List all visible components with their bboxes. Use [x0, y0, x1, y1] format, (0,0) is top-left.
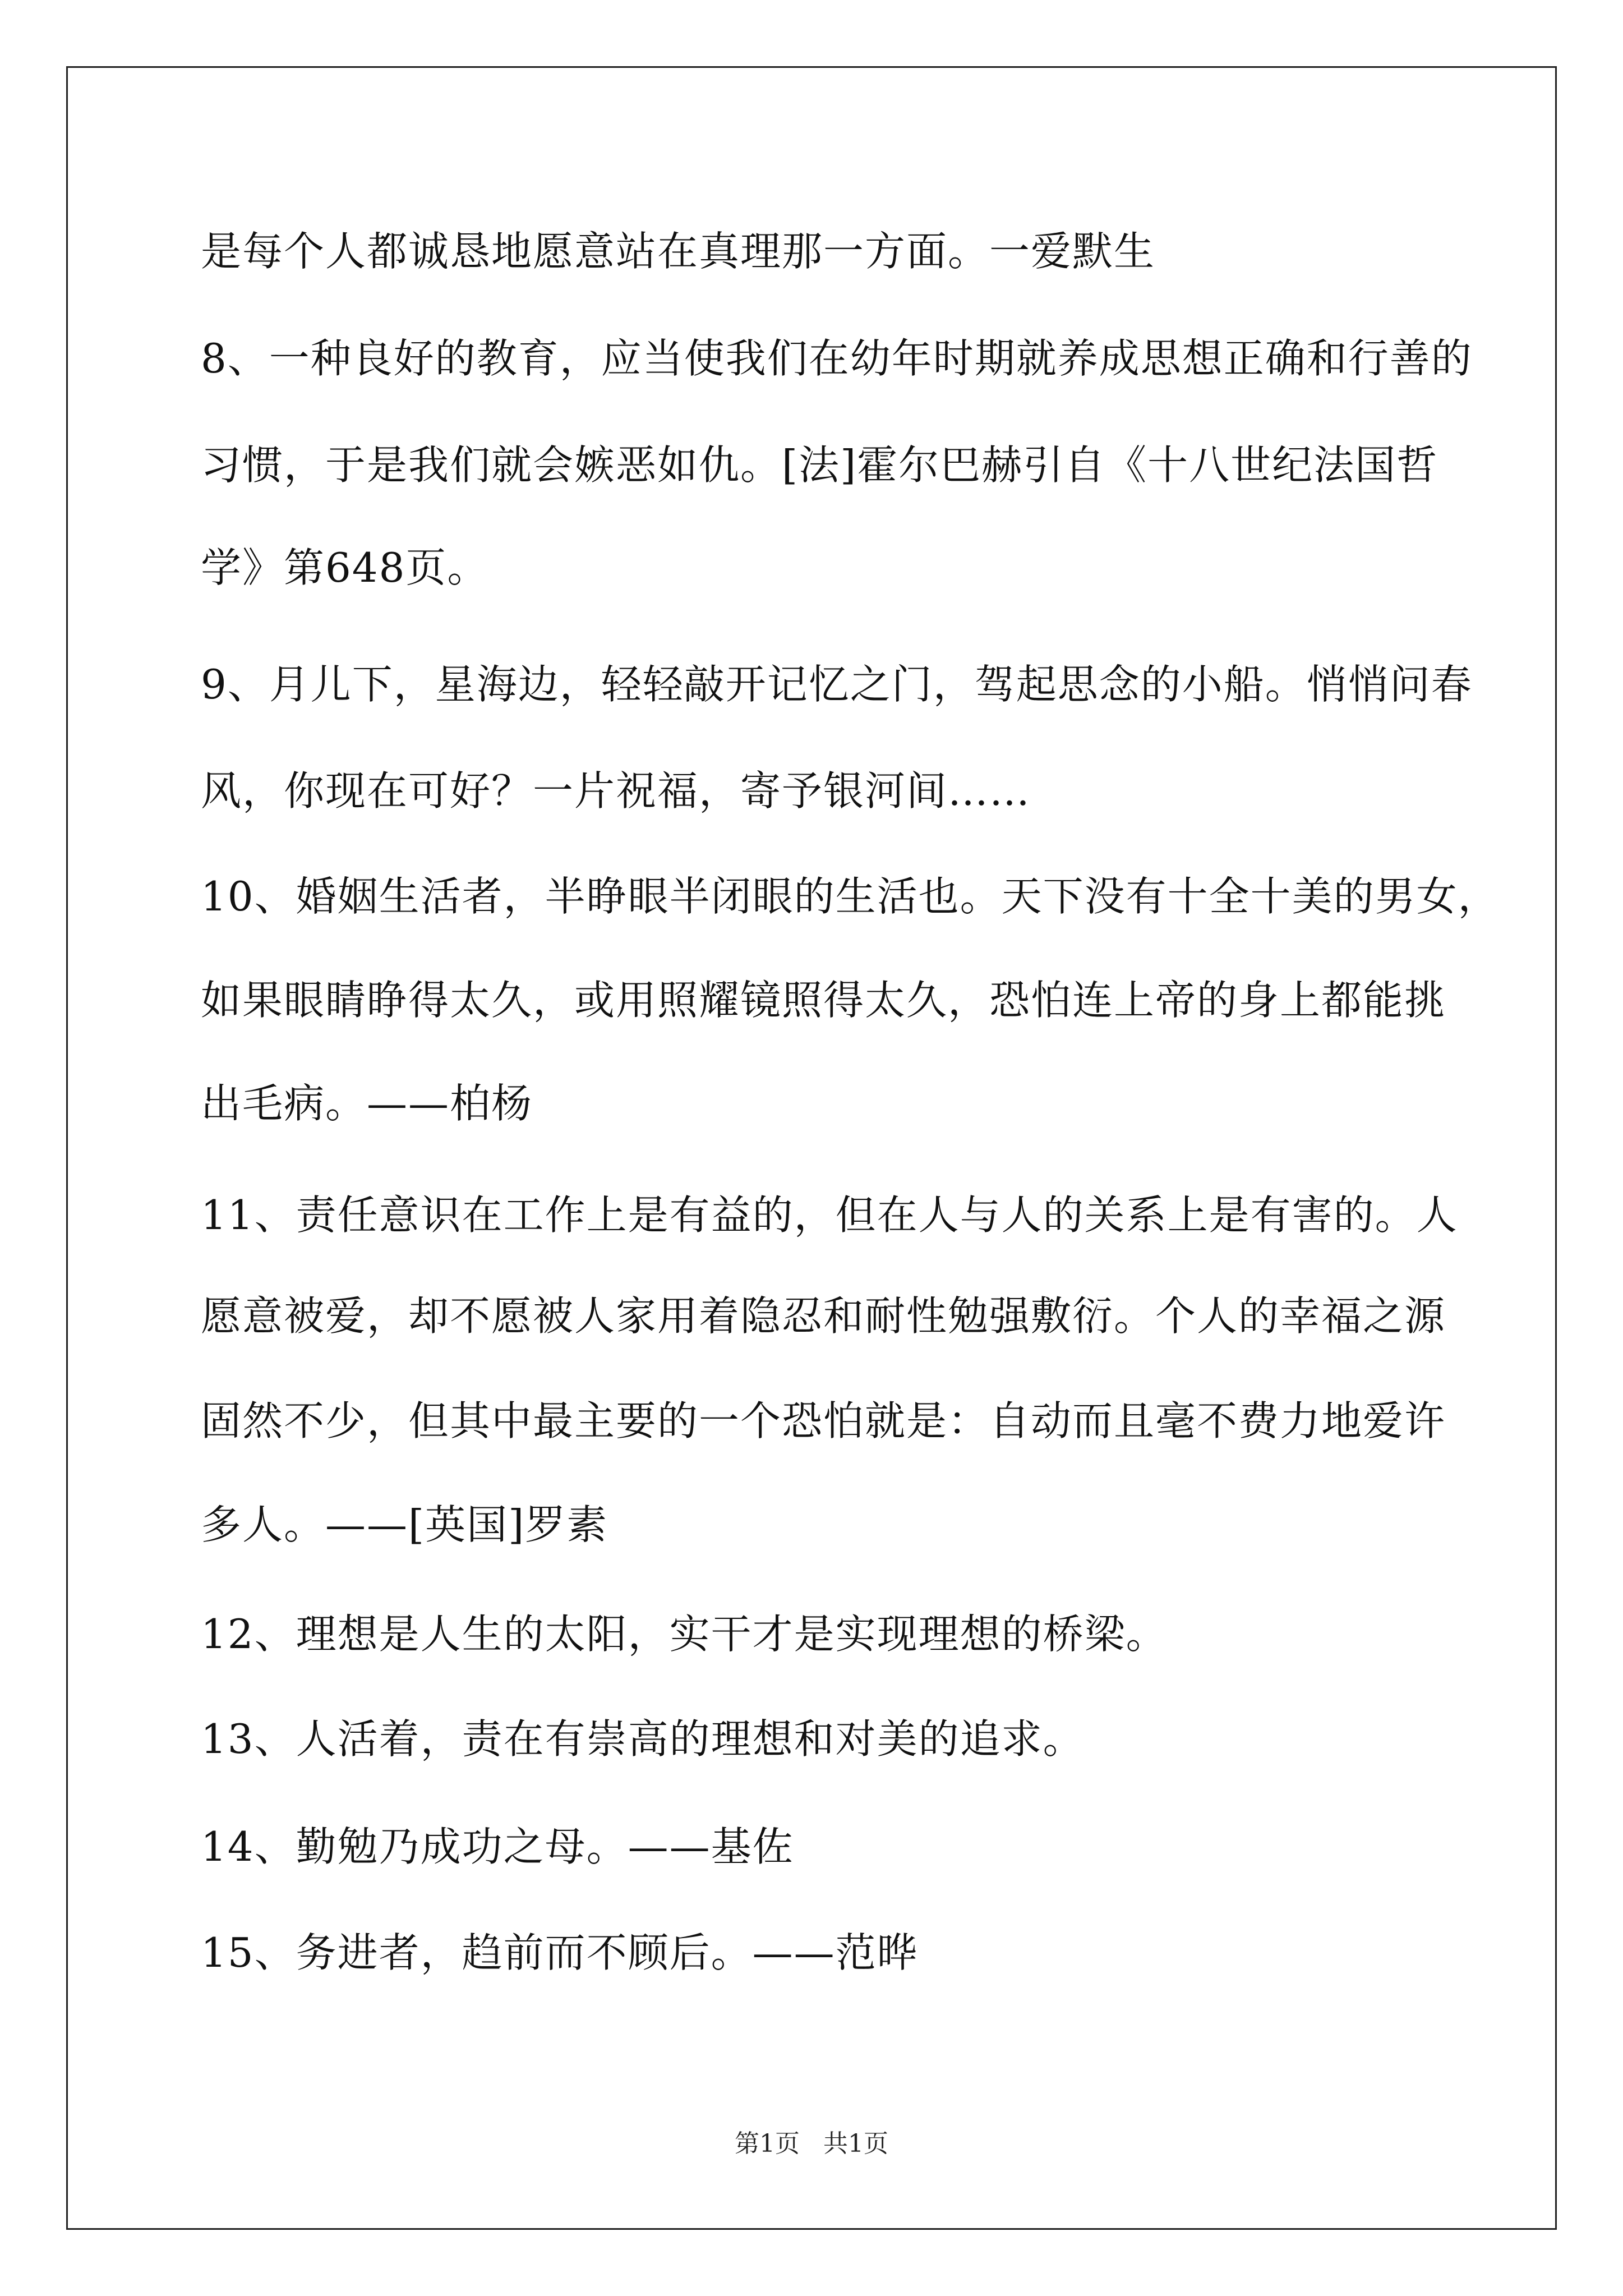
text-line: 11、责任意识在工作上是有益的，但在人与人的关系上是有害的。人 — [201, 1191, 1458, 1239]
text-line: 是每个人都诚恳地愿意站在真理那一方面。一爱默生 — [201, 228, 1156, 275]
text-line: 12、理想是人生的太阳，实干才是实现理想的桥梁。 — [201, 1611, 1168, 1658]
text-line: 8、一种良好的教育，应当使我们在幼年时期就养成思想正确和行善的 — [201, 335, 1473, 382]
text-line: 愿意被爱，却不愿被人家用着隐忍和耐性勉强敷衍。个人的幸福之源 — [201, 1292, 1446, 1340]
page-footer: 第1页 共1页 — [735, 2129, 888, 2158]
text-line: 10、婚姻生活者，半睁眼半闭眼的生活也。天下没有十全十美的男女， — [201, 873, 1500, 920]
text-line: 风，你现在可好？一片祝福，寄予银河间…… — [201, 767, 1031, 815]
text-line: 学》第648页。 — [201, 544, 489, 591]
text-line: 15、务进者，趋前而不顾后。——范晔 — [201, 1929, 919, 1976]
text-line: 9、月儿下，星海边，轻轻敲开记忆之门，驾起思念的小船。悄悄问春 — [201, 661, 1473, 708]
text-line: 固然不少，但其中最主要的一个恐怕就是：自动而且毫不费力地爱许 — [201, 1397, 1446, 1444]
text-line: 13、人活着，责在有崇高的理想和对美的追求。 — [201, 1715, 1085, 1763]
page-border — [66, 66, 1557, 2230]
text-line: 多人。——[英国]罗素 — [201, 1501, 608, 1548]
text-line: 14、勤勉乃成功之母。——基佐 — [201, 1823, 794, 1870]
text-line: 习惯，于是我们就会嫉恶如仇。[法]霍尔巴赫引自《十八世纪法国哲 — [201, 441, 1438, 489]
text-line: 出毛病。——柏杨 — [201, 1080, 533, 1127]
text-line: 如果眼睛睁得太久，或用照耀镜照得太久，恐怕连上帝的身上都能挑 — [201, 977, 1446, 1024]
